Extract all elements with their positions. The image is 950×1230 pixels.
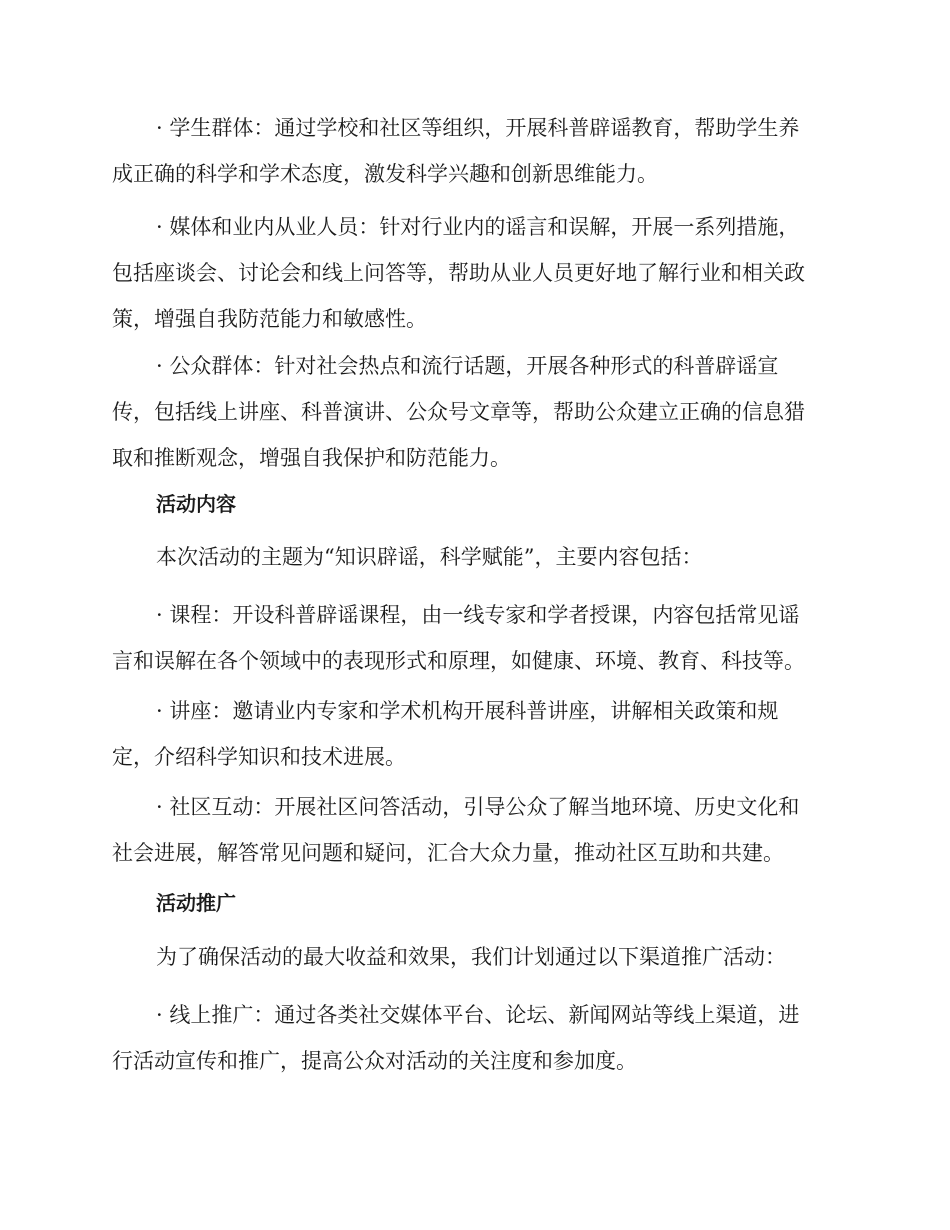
- heading-text: 活动内容: [156, 492, 236, 516]
- text-line: 取和推断观念，增强自我保护和防范能力。: [112, 446, 511, 470]
- text-line: · 公众群体：针对社会热点和流行话题，开展各种形式的科普辟谣宣: [156, 354, 779, 378]
- text-line: · 线上推广：通过各类社交媒体平台、论坛、新闻网站等线上渠道，进: [156, 1003, 800, 1027]
- paragraph-online: [112, 992, 832, 1084]
- text-line: · 媒体和业内从业人员：针对行业内的谣言和误解，开展一系列措施，: [156, 215, 800, 239]
- paragraph-promo-intro: [112, 934, 832, 980]
- paragraph-content-intro: [112, 534, 832, 580]
- text-line: 行活动宣传和推广，提高公众对活动的关注度和参加度。: [112, 1049, 637, 1073]
- section-heading-promo: [112, 880, 832, 926]
- paragraph-community: [112, 784, 832, 876]
- text-line: 本次活动的主题为“知识辟谣，科学赋能”，主要内容包括：: [156, 545, 703, 569]
- paragraph-lecture: [112, 688, 832, 780]
- text-line: 策，增强自我防范能力和敏感性。: [112, 307, 427, 331]
- text-line: 为了确保活动的最大收益和效果，我们计划通过以下渠道推广活动：: [156, 945, 786, 969]
- paragraph-course: [112, 592, 832, 684]
- text-line: 言和误解在各个领域中的表现形式和原理，如健康、环境、教育、科技等。: [112, 649, 805, 673]
- text-line: 成正确的科学和学术态度，激发科学兴趣和创新思维能力。: [112, 162, 658, 186]
- text-line: 定，介绍科学知识和技术进展。: [112, 745, 406, 769]
- heading-text: 活动推广: [156, 891, 236, 915]
- paragraph-media: [112, 204, 832, 342]
- paragraph-public: [112, 343, 832, 481]
- text-line: · 社区互动：开展社区问答活动，引导公众了解当地环境、历史文化和: [156, 795, 800, 819]
- text-line: · 学生群体：通过学校和社区等组织，开展科普辟谣教育，帮助学生养: [156, 116, 800, 140]
- text-line: · 课程：开设科普辟谣课程，由一线专家和学者授课，内容包括常见谣: [156, 603, 800, 627]
- text-line: 包括座谈会、讨论会和线上问答等，帮助从业人员更好地了解行业和相关政: [112, 261, 805, 285]
- section-heading-content: [112, 481, 832, 527]
- text-line: 社会进展，解答常见问题和疑问，汇合大众力量，推动社区互助和共建。: [112, 841, 784, 865]
- paragraph-students: [112, 105, 832, 197]
- text-line: · 讲座：邀请业内专家和学术机构开展科普讲座，讲解相关政策和规: [156, 699, 779, 723]
- text-line: 传，包括线上讲座、科普演讲、公众号文章等，帮助公众建立正确的信息猎: [112, 400, 805, 424]
